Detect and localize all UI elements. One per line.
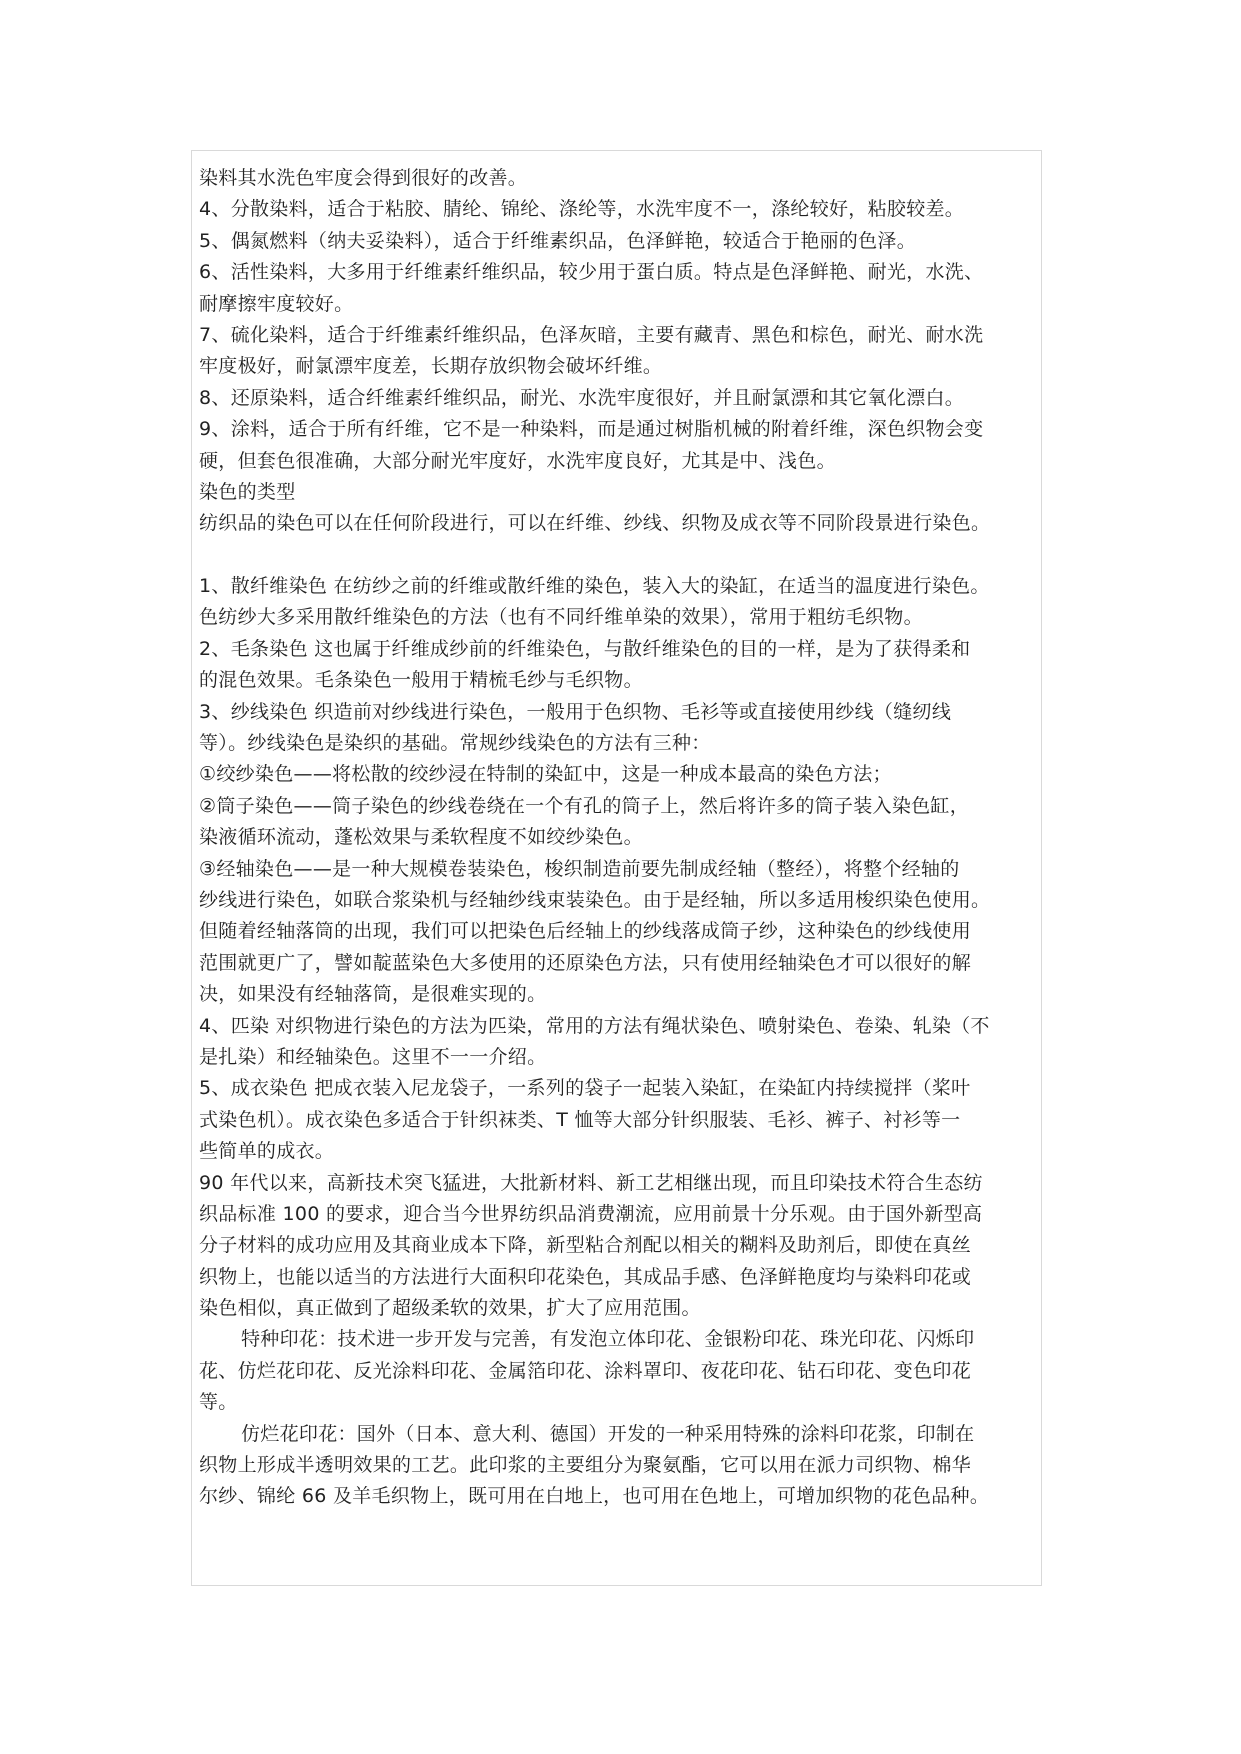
text-line: 式染色机）。成衣染色多适合于针织袜类、T 恤等大部分针织服装、毛衫、裤子、衬衫等一	[199, 1108, 961, 1131]
blank-line	[199, 540, 1039, 571]
text-line: 牢度极好，耐氯漂牢度差，长期存放织物会破坏纤维。	[199, 355, 663, 378]
text-line: 但随着经轴落筒的出现，我们可以把染色后经轴上的纱线落成筒子纱，这种染色的纱线使用	[199, 920, 972, 943]
text-line: ②筒子染色——筒子染色的纱线卷绕在一个有孔的筒子上，然后将许多的筒子装入染色缸，	[199, 794, 970, 817]
text-line: 6、活性染料，大多用于纤维素纤维织品，较少用于蛋白质。特点是色泽鲜艳、耐光，水洗、	[199, 261, 984, 284]
text-line: ③经轴染色——是一种大规模卷装染色，梭织制造前要先制成经轴（整经），将整个经轴的	[199, 857, 960, 880]
text-line: 1、散纤维染色 在纺纱之前的纤维或散纤维的染色，装入大的染缸，在适当的温度进行染色。	[199, 575, 990, 598]
text-line: 4、匹染 对织物进行染色的方法为匹染，常用的方法有绳状染色、喷射染色、卷染、轧染（不	[199, 1014, 990, 1037]
text-line: 花、仿烂花印花、反光涂料印花、金属箔印花、涂料罩印、夜花印花、钻石印花、变色印花	[199, 1359, 972, 1382]
text-line: 4、分散染料，适合于粘胶、腈纶、锦纶、涤纶等，水洗牢度不一，涤纶较好，粘胶较差。	[199, 198, 965, 221]
text-line: 尔纱、锦纶 66 及羊毛织物上，既可用在白地上，也可用在色地上，可增加织物的花色品种。	[199, 1485, 990, 1508]
text-line: 染液循环流动，蓬松效果与柔软程度不如绞纱染色。	[199, 826, 643, 849]
text-line: 特种印花：技术进一步开发与完善，有发泡立体印花、金银粉印花、珠光印花、闪烁印	[241, 1328, 975, 1351]
text-line: 些简单的成衣。	[199, 1140, 335, 1163]
text-line: 是扎染）和经轴染色。这里不一一介绍。	[199, 1045, 547, 1068]
text-line: 决，如果没有经轴落筒，是很难实现的。	[199, 983, 547, 1006]
text-line: 5、偶氮燃料（纳夫妥染料），适合于纤维素织品，色泽鲜艳，较适合于艳丽的色泽。	[199, 229, 916, 252]
text-line: 等。	[199, 1391, 238, 1414]
text-line: 分子材料的成功应用及其商业成本下降，新型粘合剂配以相关的糊料及助剂后，即使在真丝	[199, 1234, 972, 1257]
text-line: 织物上形成半透明效果的工艺。此印浆的主要组分为聚氨酯，它可以用在派力司织物、棉华	[199, 1454, 972, 1477]
text-line: 仿烂花印花：国外（日本、意大利、德国）开发的一种采用特殊的涂料印花浆，印制在	[241, 1422, 975, 1445]
text-line: 8、还原染料，适合纤维素纤维织品，耐光、水洗牢度很好，并且耐氯漂和其它氧化漂白。	[199, 386, 965, 409]
text-line: 织品标准 100 的要求，迎合当今世界纺织品消费潮流，应用前景十分乐观。由于国外新型高	[199, 1202, 983, 1225]
text-line: 范围就更广了，譬如靛蓝染色大多使用的还原染色方法，只有使用经轴染色才可以很好的解	[199, 951, 972, 974]
text-line: 9、涂料，适合于所有纤维，它不是一种染料，而是通过树脂机械的附着纤维，深色织物会变	[199, 418, 984, 441]
text-line: ①绞纱染色——将松散的绞纱浸在特制的染缸中，这是一种成本最高的染色方法；	[199, 763, 892, 786]
text-line: 耐摩擦牢度较好。	[199, 292, 354, 315]
section-heading: 染色的类型	[199, 480, 296, 503]
text-line: 3、纱线染色 织造前对纱线进行染色，一般用于色织物、毛衫等或直接使用纱线（缝纫线	[199, 700, 952, 723]
text-line: 染色相似，真正做到了超级柔软的效果，扩大了应用范围。	[199, 1297, 701, 1320]
text-line: 2、毛条染色 这也属于纤维成纱前的纤维染色，与散纤维染色的目的一样，是为了获得柔和	[199, 637, 971, 660]
text-line: 纱线进行染色，如联合浆染机与经轴纱线束装染色。由于是经轴，所以多适用梭织染色使用。	[199, 888, 991, 911]
text-line: 染料其水洗色牢度会得到很好的改善。	[199, 167, 528, 189]
document-body	[199, 163, 1039, 1513]
text-line: 5、成衣染色 把成衣装入尼龙袋子，一系列的袋子一起装入染缸，在染缸内持续搅拌（桨叶	[199, 1077, 971, 1100]
text-line: 等）。纱线染色是染织的基础。常规纱线染色的方法有三种：	[199, 732, 711, 755]
text-line: 7、硫化染料，适合于纤维素纤维织品，色泽灰暗，主要有藏青、黑色和棕色，耐光、耐水洗	[199, 323, 984, 346]
text-line: 织物上，也能以适当的方法进行大面积印花染色，其成品手感、色泽鲜艳度均与染料印花或	[199, 1265, 972, 1288]
text-line: 硬，但套色很准确，大部分耐光牢度好，水洗牢度良好，尤其是中、浅色。	[199, 449, 836, 472]
text-line: 90 年代以来，高新技术突飞猛进，大批新材料、新工艺相继出现，而且印染技术符合生态纺	[199, 1171, 983, 1194]
text-line: 的混色效果。毛条染色一般用于精梳毛纱与毛织物。	[199, 669, 643, 692]
text-line: 纺织品的染色可以在任何阶段进行，可以在纤维、纱线、织物及成衣等不同阶段景进行染色。	[199, 512, 991, 535]
text-line: 色纺纱大多采用散纤维染色的方法（也有不同纤维单染的效果），常用于粗纺毛织物。	[199, 606, 923, 629]
